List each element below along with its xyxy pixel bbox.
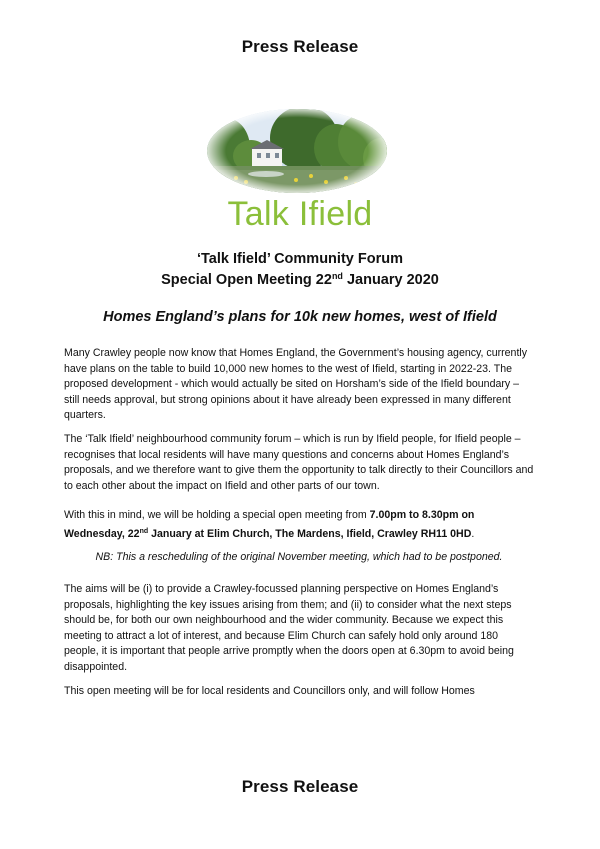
reschedule-note: NB: This a rescheduling of the original November meeting, which had to be postponed. <box>95 551 503 563</box>
page-header-title: Press Release <box>241 37 359 56</box>
meeting-title-suffix: January 2020 <box>342 272 439 288</box>
page-footer-title: Press Release <box>241 777 359 796</box>
paragraph-aims: The aims will be (i) to provide a Crawley-focussed planning perspective on Homes England’s proposals, highlighting the key issues arising from them; and (ii) to consider what the next steps should be, for both our own neighbourhood and the wider community. Because we expect this meeting to attract a lot of interest, and because Elim Church can safely hold only around 180 people, it is important that people arrive promptly when the doors open at 6.30pm to avoid being disappointed. <box>64 583 514 673</box>
logo-wordmark: Talk Ifield <box>227 195 373 233</box>
meeting-details-time: 7.00pm to 8.30pm on Wednesday, 22 <box>64 509 475 540</box>
meeting-title <box>0 271 600 288</box>
logo-photo <box>206 108 388 194</box>
meeting-details-venue: January at Elim Church, The Mardens, Ifield, Crawley RH11 0HD <box>148 527 472 540</box>
meeting-title-ordinal: nd <box>331 271 343 281</box>
paragraph-attendance: This open meeting will be for local residents and Councillors only, and will follow Homes <box>64 685 475 697</box>
meeting-details-end: . <box>471 527 475 540</box>
forum-title: ‘Talk Ifield’ Community Forum <box>197 251 403 267</box>
paragraph-meeting-details <box>64 508 534 542</box>
meeting-details-lead: With this in mind, we will be holding a special open meeting from <box>64 509 370 521</box>
paragraph-intro: Many Crawley people now know that Homes England, the Government’s housing agency, currently have plans on the table to build 10,000 new homes to the west of Ifield, starting in 2022-23. The proposed development - which would actually be sited on Horsham’s side of the Ifield boundary – still needs approval, but strong opinions about it have already been expressed in many different quarters. <box>64 347 528 421</box>
meeting-title-prefix: Special Open Meeting 22 <box>161 272 332 288</box>
headline: Homes England’s plans for 10k new homes, west of Ifield <box>103 309 497 325</box>
paragraph-forum: The ‘Talk Ifield’ neighbourhood community forum – which is run by Ifield people, for Ifield people – recognises that local residents will have many questions and concerns about Homes England’s proposals, and we therefore want to give them the opportunity to talk directly to their Councillors and to each other about the impact on Ifield and other parts of our town. <box>64 433 534 492</box>
meeting-details-ordinal: nd <box>139 527 149 535</box>
